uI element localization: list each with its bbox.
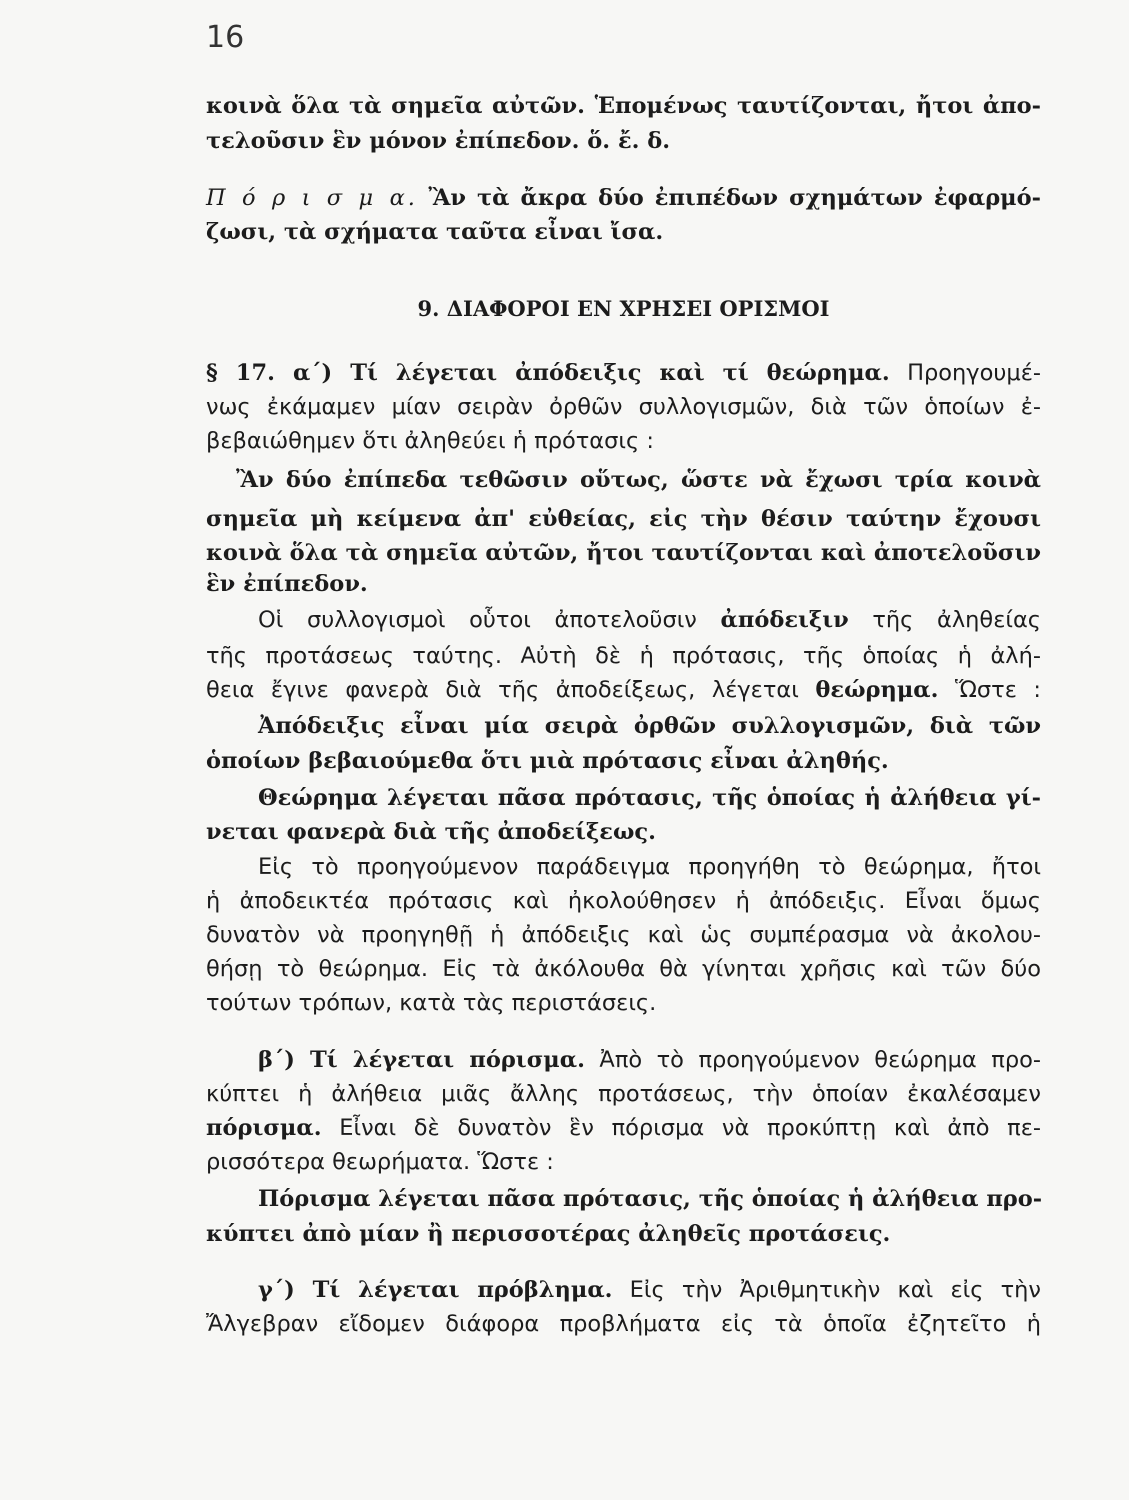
text-line: ζωσι, τὰ σχήματα ταῦτα εἶναι ἴσα. <box>206 219 664 245</box>
text-line: τούτων τρόπων, κατὰ τὰς περιστάσεις. <box>206 990 657 1016</box>
text-line: κοινὰ ὅλα τὰ σημεῖα αὐτῶν. Ἑπομένως ταυτίζονται, ἤτοι ἀπο- <box>206 93 1041 119</box>
text-line: Εἰς τὸ προηγούμενον παράδειγμα προηγήθη τὸ θεώρημα, ἤτοι <box>258 854 1041 880</box>
proof-text: τῆς ἀληθείας <box>872 607 1042 633</box>
section-g-line <box>258 1274 1041 1306</box>
section-b-text: Εἶναι δὲ δυνατὸν ἓν πόρισμα νὰ προκύπτῃ καὶ ἀπὸ πε- <box>339 1115 1041 1141</box>
porisma-term: πόρισμα. <box>206 1115 322 1141</box>
section-heading: 9. ΔΙΑΦΟΡΟΙ ΕΝ ΧΡΗΣΕΙ ΟΡΙΣΜΟΙ <box>417 296 830 321</box>
proof-term: ἀπόδειξιν <box>720 607 849 633</box>
text-line: τελοῦσιν ἓν μόνον ἐπίπεδον. ὅ. ἔ. δ. <box>206 128 671 154</box>
section-b-line <box>206 1112 1041 1144</box>
text-line: βεβαιώθημεν ὅτι ἀληθεύει ἡ πρότασις : <box>206 428 654 454</box>
definition-line: κύπτει ἀπὸ μίαν ἢ περισσοτέρας ἀληθεῖς προτάσεις. <box>206 1221 891 1247</box>
page-number: 16 <box>206 20 245 55</box>
text-line: Ἄλγεβραν εἴδομεν διάφορα προβλήματα εἰς τὰ ὁποῖα ἐζητεῖτο ἡ <box>206 1311 1041 1337</box>
definition-line: Θεώρημα λέγεται πᾶσα πρότασις, τῆς ὁποίας ἡ ἀλήθεια γί- <box>258 785 1041 811</box>
text-line: ρισσότερα θεωρήματα. Ὥστε : <box>206 1149 554 1175</box>
proof-line <box>206 674 1041 706</box>
section-17-line <box>206 357 1041 389</box>
proof-line <box>258 604 1041 636</box>
section-b-title: β΄) Τί λέγεται πόρισμα. <box>258 1047 585 1073</box>
theorem-term: θεώρημα. <box>815 677 939 703</box>
proof-text: Οἱ συλλογισμοὶ οὗτοι ἀποτελοῦσιν <box>258 607 697 633</box>
proof-text: Ὥστε : <box>955 677 1041 703</box>
theorem-line: Ἂν δύο ἐπίπεδα τεθῶσιν οὕτως, ὥστε νὰ ἔχωσι τρία κοινὰ <box>236 467 1041 493</box>
text-line: νως ἐκάμαμεν μίαν σειρὰν ὀρθῶν συλλογισμῶν, διὰ τῶν ὁποίων ἐ- <box>206 394 1041 420</box>
theorem-line: κοινὰ ὅλα τὰ σημεῖα αὐτῶν, ἤτοι ταυτίζονται καὶ ἀποτελοῦσιν <box>206 540 1041 566</box>
text-line: τῆς προτάσεως ταύτης. Αὐτὴ δὲ ἡ πρότασις, τῆς ὁποίας ἡ ἀλή- <box>206 643 1041 669</box>
section-b-text: Ἀπὸ τὸ προηγούμενον θεώρημα προ- <box>599 1047 1041 1073</box>
section-b-line <box>258 1044 1041 1076</box>
definition-line: Πόρισμα λέγεται πᾶσα πρότασις, τῆς ὁποίας ἡ ἀλήθεια προ- <box>258 1186 1043 1212</box>
definition-line: ὁποίων βεβαιούμεθα ὅτι μιὰ πρότασις εἶναι ἀληθής. <box>206 748 889 774</box>
text-line: κύπτει ἡ ἀλήθεια μιᾶς ἄλλης προτάσεως, τὴν ὁποίαν ἐκαλέσαμεν <box>206 1081 1041 1107</box>
definition-line: νεται φανερὰ διὰ τῆς ἀποδείξεως. <box>206 819 656 845</box>
section-17-text: Προηγουμέ- <box>907 360 1041 386</box>
theorem-line: σημεῖα μὴ κείμενα ἀπ' εὐθείας, εἰς τὴν θέσιν ταύτην ἔχουσι <box>206 506 1041 532</box>
text-line: θήσῃ τὸ θεώρημα. Εἰς τὰ ἀκόλουθα θὰ γίνηται χρῆσις καὶ τῶν δύο <box>206 956 1041 982</box>
definition-line: Ἀπόδειξις εἶναι μία σειρὰ ὀρθῶν συλλογισμῶν, διὰ τῶν <box>258 713 1041 739</box>
section-17-title: § 17. α΄) Τί λέγεται ἀπόδειξις καὶ τί θεώρημα. <box>206 360 890 386</box>
section-g-text: Εἰς τὴν Ἀριθμητικὴν καὶ εἰς τὴν <box>629 1277 1041 1303</box>
text-line: ἡ ἀποδεικτέα πρότασις καὶ ἠκολούθησεν ἡ ἀπόδειξις. Εἶναι ὅμως <box>206 888 1041 914</box>
porisma-text: Ἂν τὰ ἄκρα δύο ἐπιπέδων σχημάτων ἐφαρμό- <box>428 185 1041 211</box>
text-line: δυνατὸν νὰ προηγηθῇ ἡ ἀπόδειξις καὶ ὡς συμπέρασμα νὰ ἀκολου- <box>206 922 1041 948</box>
porisma-label: Π ό ρ ι σ μ α. <box>206 185 418 211</box>
proof-text: θεια ἔγινε φανερὰ διὰ τῆς ἀποδείξεως, λέγεται <box>206 677 799 703</box>
section-g-title: γ΄) Τί λέγεται πρόβλημα. <box>258 1277 613 1303</box>
theorem-line: ἓν ἐπίπεδον. <box>206 571 368 597</box>
porisma-line <box>206 182 1041 214</box>
